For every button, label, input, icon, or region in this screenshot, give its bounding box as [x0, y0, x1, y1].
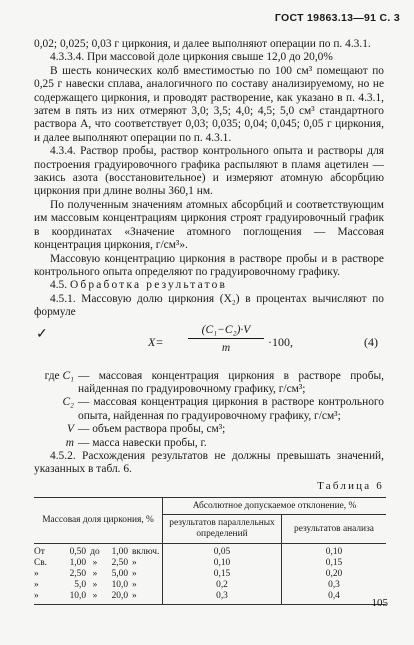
value-cell: 0,05 [163, 544, 282, 559]
value-cell: 0,20 [282, 569, 387, 580]
section-heading [34, 279, 384, 292]
formula-fraction [188, 324, 264, 356]
definition-item [34, 396, 384, 423]
table-row [34, 591, 386, 605]
page-number: 105 [371, 597, 388, 609]
value-cell: 0,15 [282, 558, 387, 569]
value-cell: 0,4 [282, 591, 387, 605]
value-cell: 0,3 [163, 591, 282, 605]
definition-text: — объем раствора пробы, см³; [78, 423, 226, 436]
column-header-analysis: результатов анализа [282, 515, 387, 544]
definition-item [34, 437, 384, 450]
paragraph: Массовую концентрацию циркония в растворе пробы и в растворе контрольного опыта определяют по градуировочному графику. [34, 252, 384, 278]
formula [34, 322, 384, 368]
definition-symbol: V [67, 423, 74, 436]
range-cell: От 0,50 до 1,00 включ. [34, 547, 160, 558]
formula-denominator: m [221, 341, 231, 354]
paragraph: В шесть конических колб вместимостью по 100 см³ помещают по 0,25 г навески сплава, аналогичного по составу анализируемому, но не содержащего циркония, и проводят растворение, как указано в п. 4.3.1, затем в пять из них отмеряют 3,0; 3,5; 4,0; 4,5; 5,0 см³ стандартного раствора А, что соответствует 0,03; 0,035; 0,04; 0,045; 0,05 г циркония, и далее выполняют операции по п. 4.3.1. [34, 64, 384, 144]
table-row [34, 558, 386, 569]
table-row [34, 580, 386, 591]
paragraph: 4.3.3.4. При массовой доле циркония свыше 12,0 до 20,0% [50, 51, 333, 64]
definition-text: — массовая концентрация циркония в растворе пробы, найденная по градуировочному графику, г/см³; [78, 369, 384, 395]
value-cell: 0,3 [282, 580, 387, 591]
formula-lhs: X= [148, 334, 164, 349]
check-mark: ✓ [36, 326, 48, 342]
value-cell: 0,2 [163, 580, 282, 591]
definition-text: — массовая концентрация циркония в растворе контрольного опыта, найденная по градуировочному графику, г/см³; [78, 396, 384, 422]
definitions-list [34, 370, 384, 450]
range-cell: Св. 1,00 » 2,50 » [34, 558, 137, 569]
paragraph: 4.5.1. Массовую долю циркония (X₂) в процентах вычисляют по формуле [34, 292, 384, 319]
column-header-parallel: результатов параллельных определений [163, 515, 282, 544]
table-caption: Таблица 6 [317, 479, 384, 492]
definition-text: — масса навески пробы, г. [78, 436, 207, 449]
range-cell: » 2,50 » 5,00 » [34, 569, 137, 580]
formula-tail: ·100, [268, 334, 293, 349]
definition-symbol: где C₁ [44, 369, 74, 382]
column-header-zirconium: Массовая доля циркония, % [34, 498, 163, 544]
range-cell: » 10,0 » 20,0 » [34, 591, 137, 602]
paragraph: 4.5.2. Расхождения результатов не должны превышать значений, указанных в табл. 6. [34, 449, 384, 476]
definition-item [34, 370, 384, 397]
definition-symbol: m [65, 436, 74, 449]
formula-number: (4) [364, 334, 378, 349]
value-cell: 0,15 [163, 569, 282, 580]
value-cell: 0,10 [282, 544, 387, 559]
formula-numerator: (C₁−C₂)·V [188, 324, 264, 339]
section-title: Обработка результатов [69, 279, 228, 292]
table-row [34, 569, 386, 580]
definition-item [34, 423, 384, 436]
paragraph: 4.3.4. Раствор пробы, раствор контрольного опыта и растворы для построения градуировочного графика распыляют в пламя ацетилен — закись азота (восстановительное) и измеряют атомную абсорбцию циркония при длине волны 360,1 нм. [34, 145, 384, 198]
table-row [34, 544, 386, 559]
definition-symbol: C₂ [62, 396, 74, 409]
group-header-deviation: Абсолютное допускаемое отклонение, % [163, 498, 387, 515]
document-body [34, 38, 384, 605]
paragraph: 0,02; 0,025; 0,03 г циркония, и далее выполняют операции по п. 4.3.1. [34, 38, 371, 50]
range-cell: » 5,0 » 10,0 » [34, 580, 137, 591]
page-header: ГОСТ 19863.13—91 С. 3 [274, 12, 400, 24]
section-number: 4.5. [50, 279, 68, 292]
paragraph: По полученным значениям атомных абсорбций и соответствующим им массовым концентрациям циркония строят градуировочный график в координатах «Значение атомного поглощения — Массовая концентрация циркония, г/см³». [34, 198, 384, 252]
tolerance-table [34, 497, 386, 605]
value-cell: 0,10 [163, 558, 282, 569]
